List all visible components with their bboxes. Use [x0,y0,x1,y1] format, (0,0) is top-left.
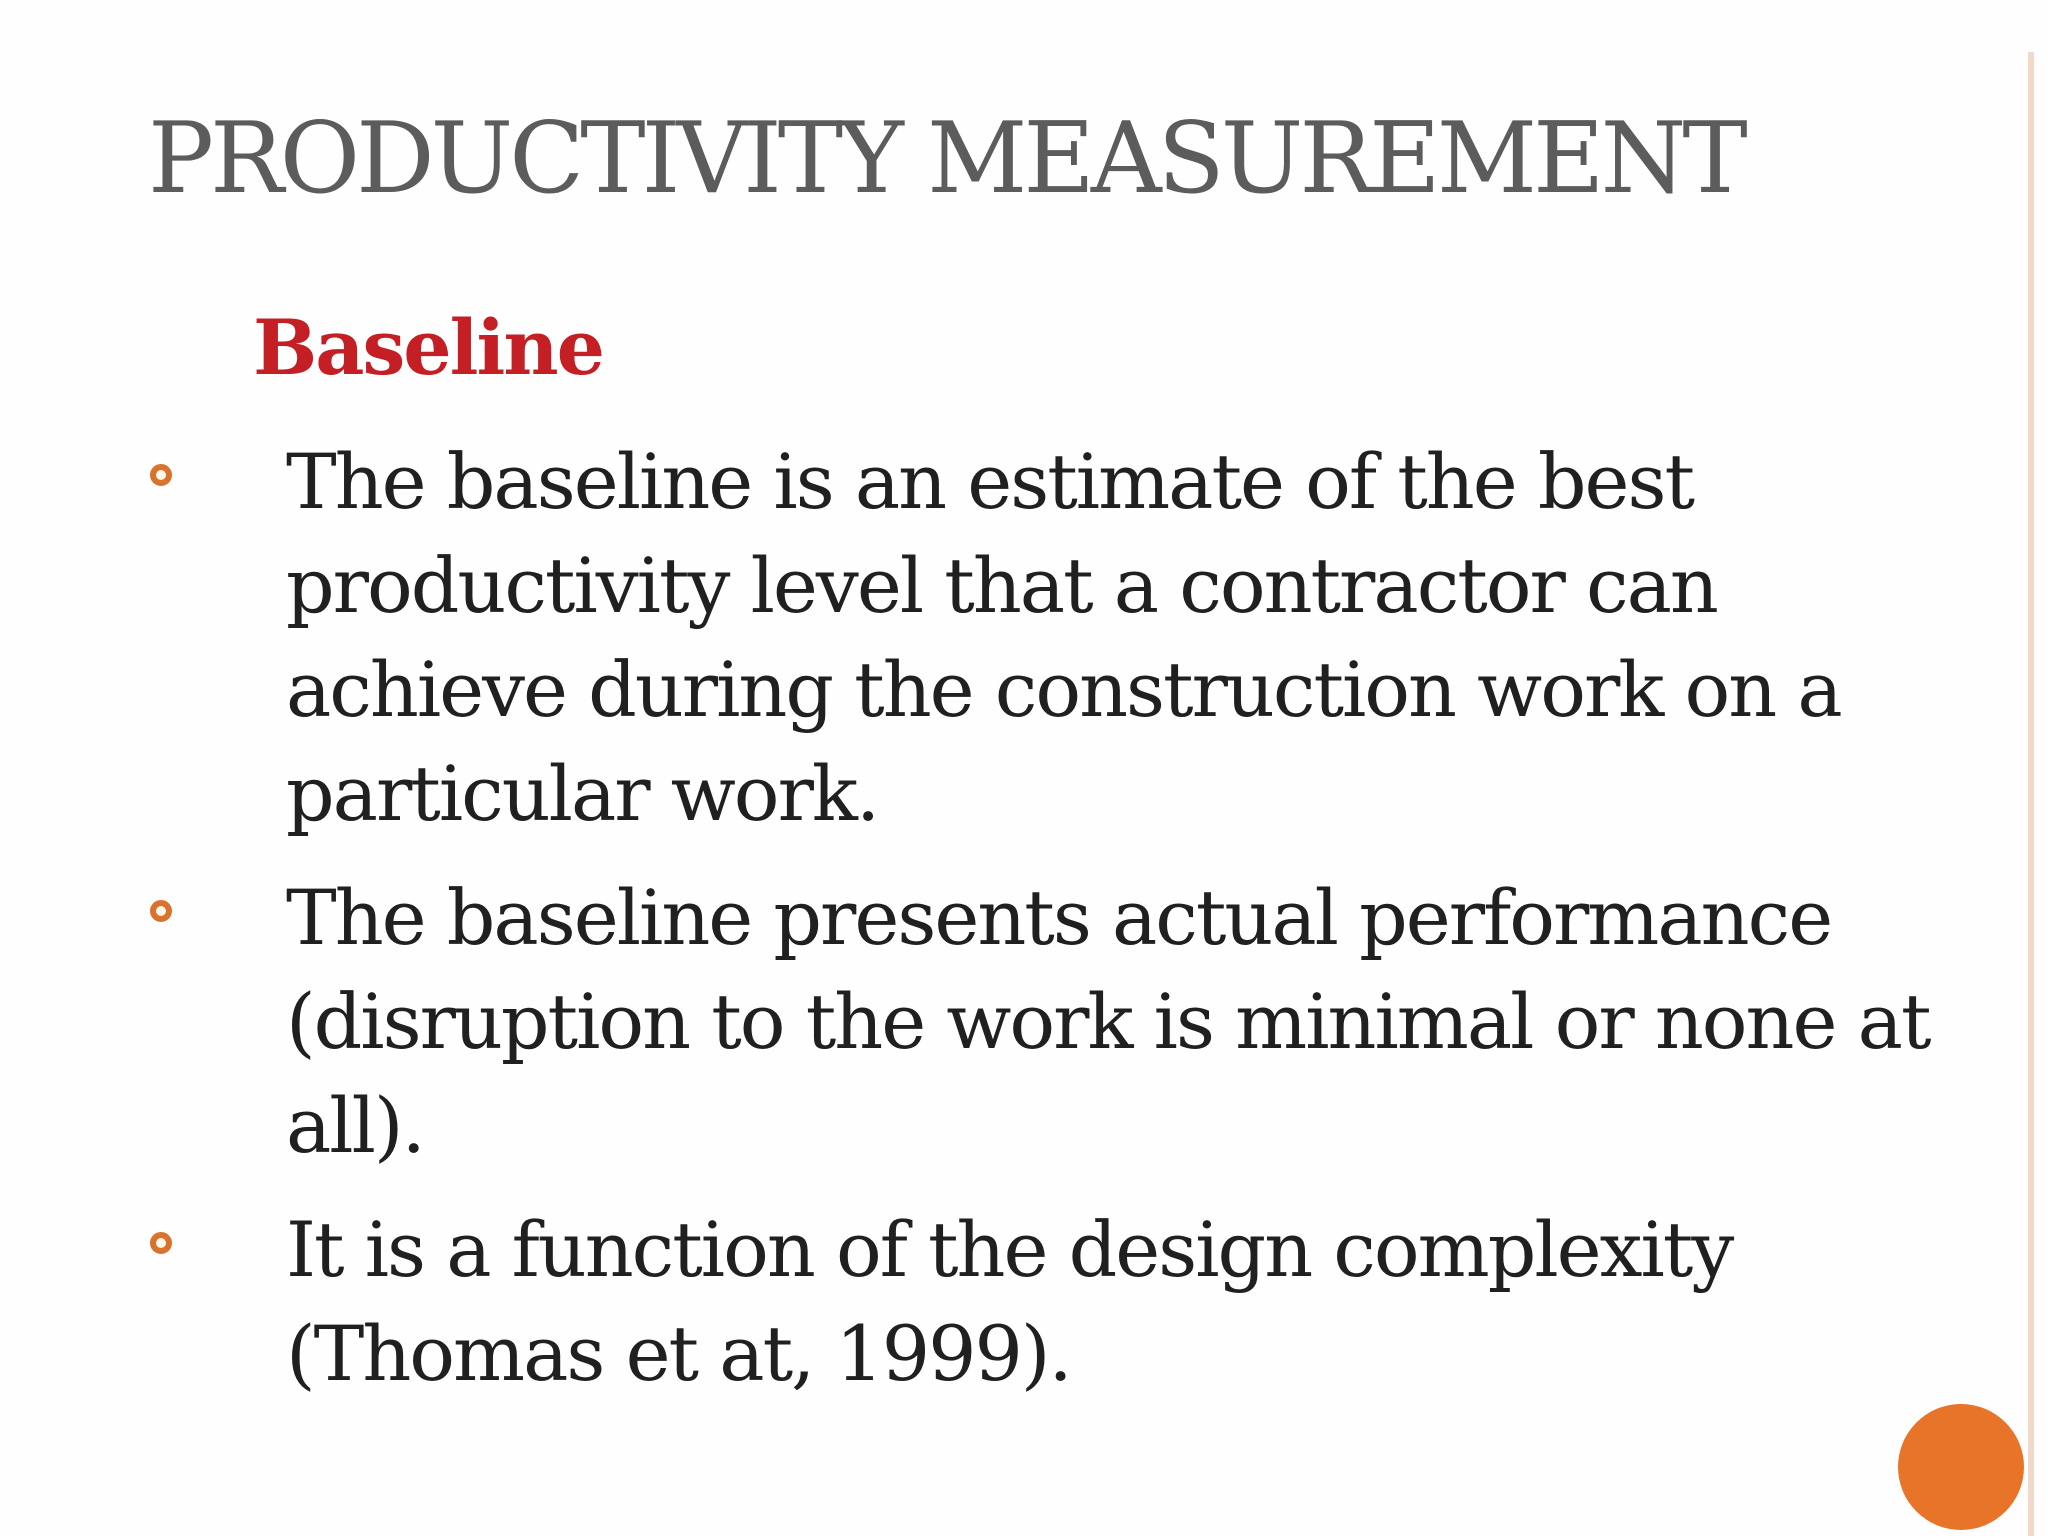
bullet-text: The baseline is an estimate of the best productivity level that a contractor can achieve during the construction work on a particular work. [286,437,1841,838]
ring-bullet-icon [150,900,172,922]
section-subheading: Baseline [253,303,603,392]
slide-title: PRODUCTIVITY MEASUREMENT [148,102,1744,216]
bullet-text: The baseline presents actual performance (disruption to the work is minimal or none at all). [286,873,1930,1170]
bullet-text: It is a function of the design complexity (Thomas et at, 1999). [286,1205,1733,1398]
ring-bullet-icon [150,1232,172,1254]
orange-circle-icon [1898,1404,2024,1530]
ring-bullet-icon [150,464,172,486]
